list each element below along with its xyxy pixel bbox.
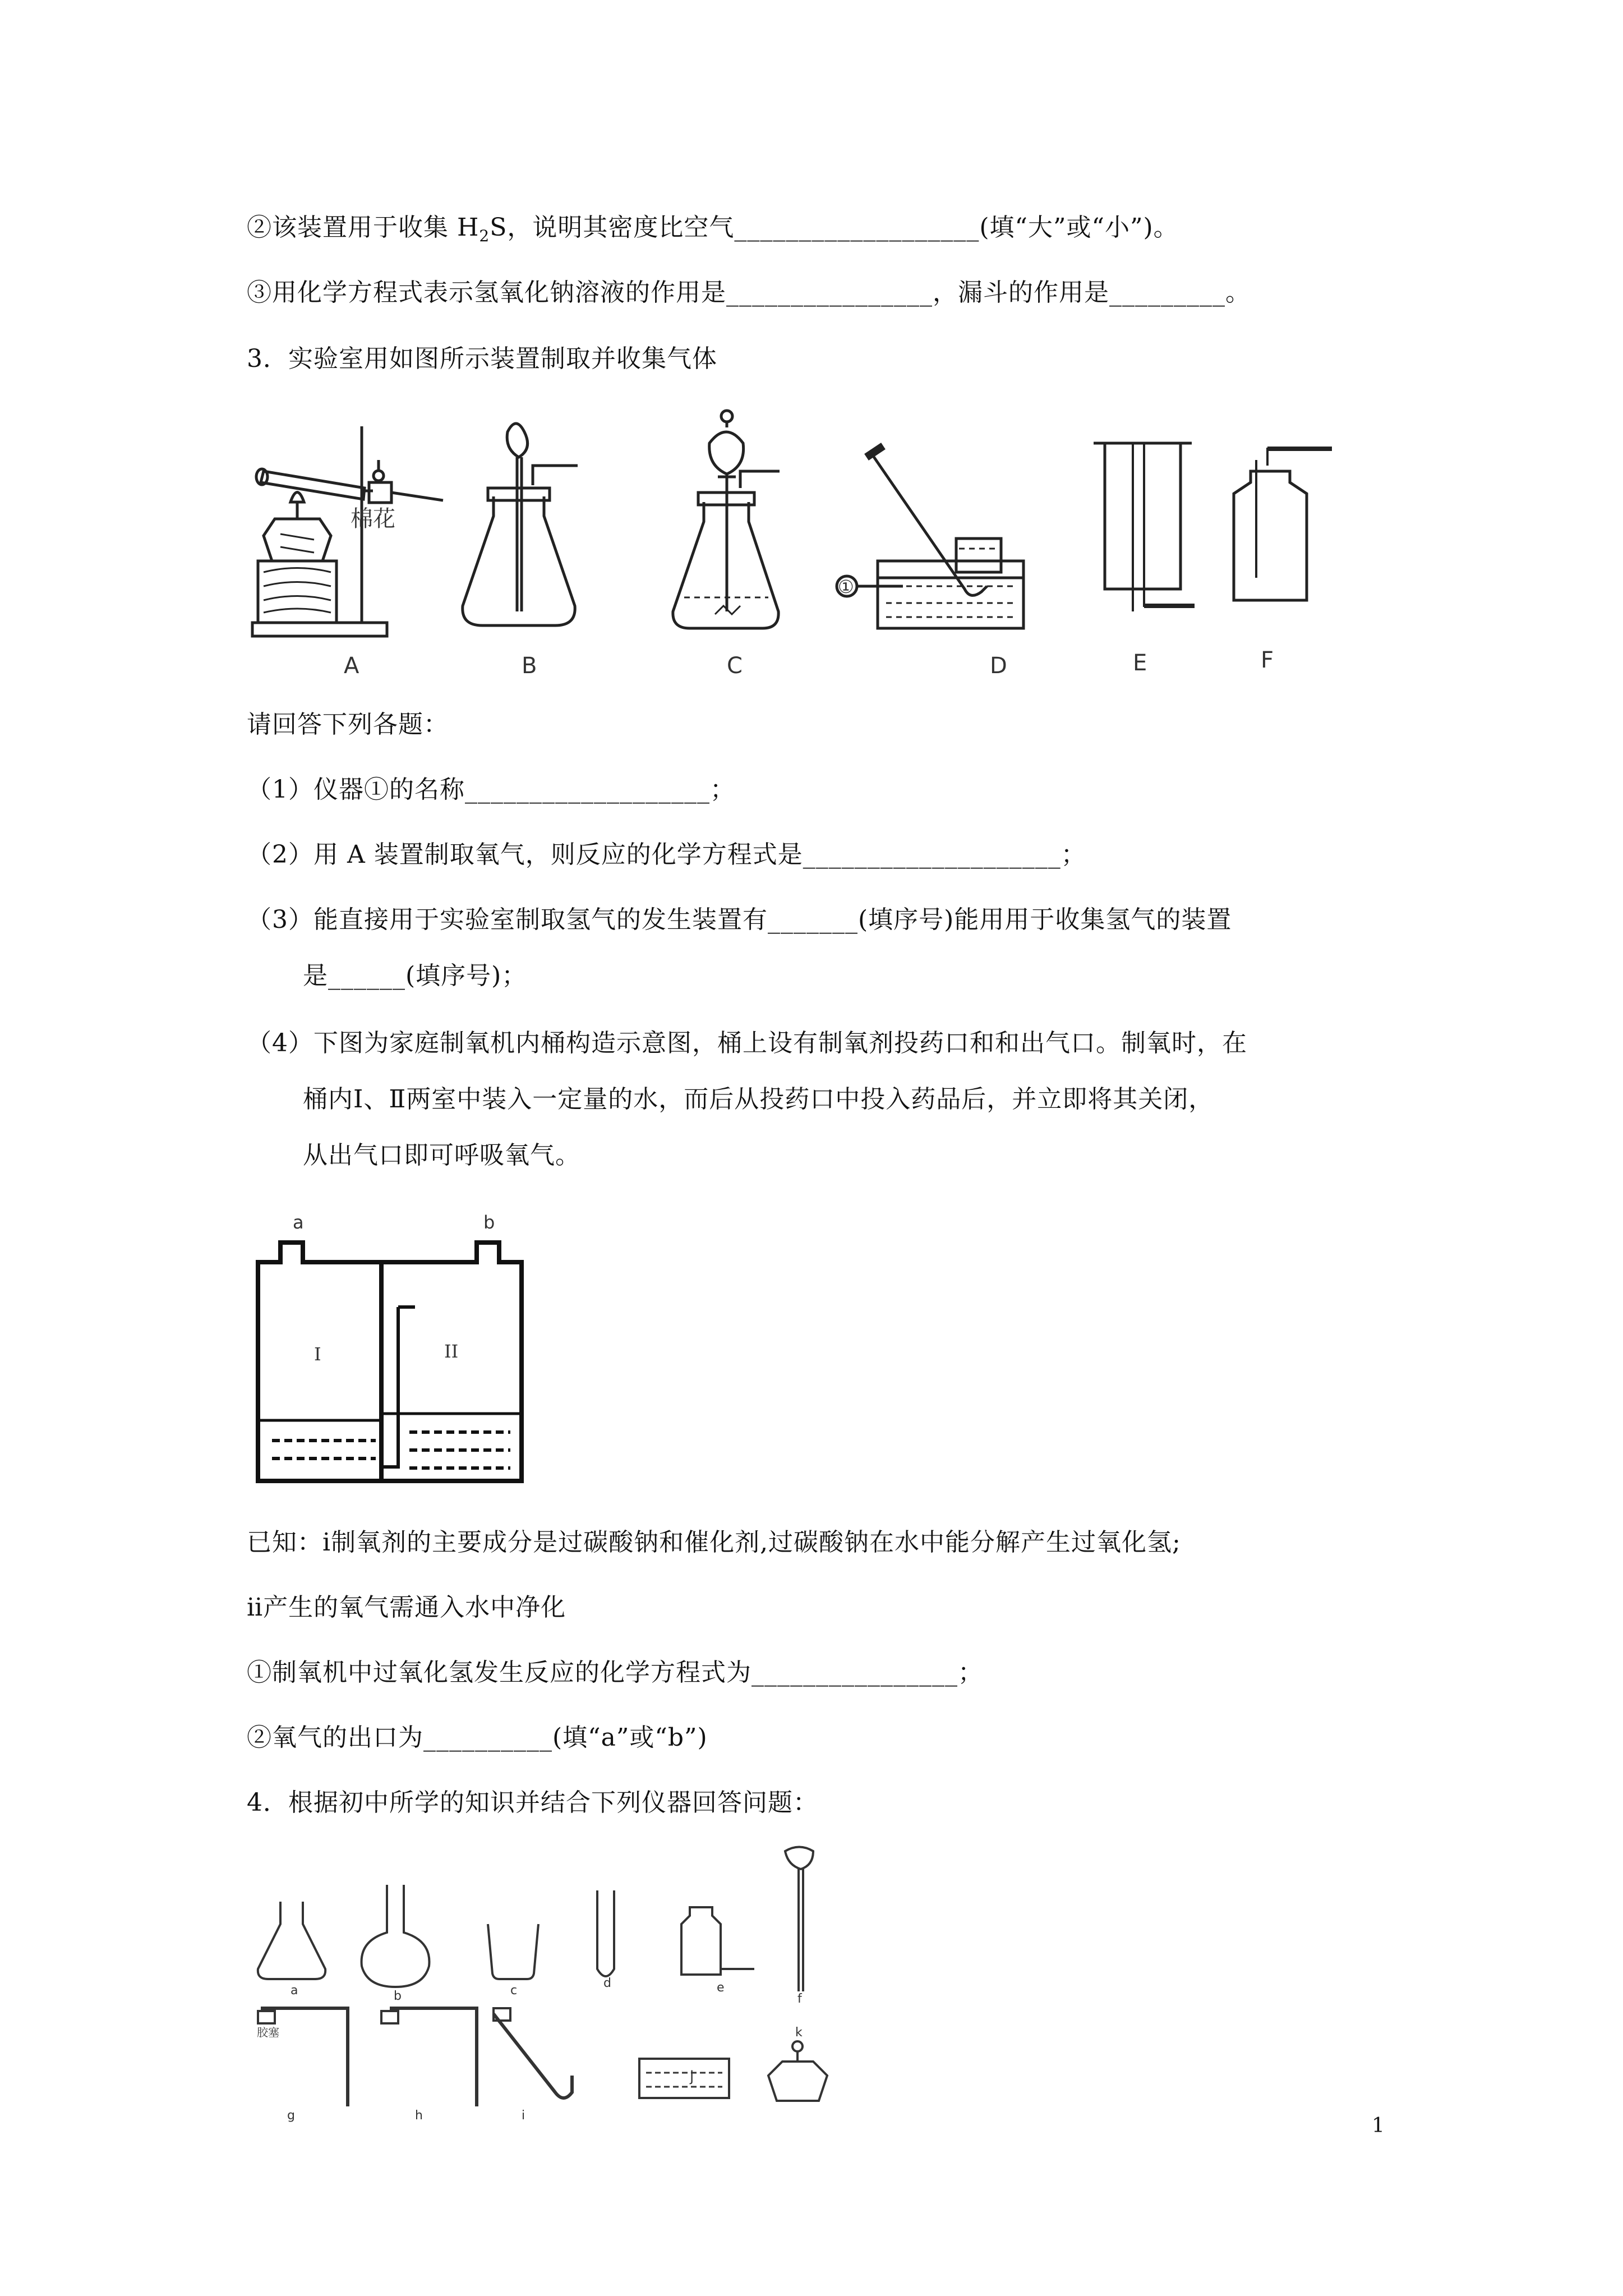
q2-naoh-line: ③用化学方程式表示氢氧化钠溶液的作用是________________，漏斗的作用是_________。 [247,278,1251,307]
label-B: B [522,653,537,679]
instrument-j-drawing [639,2059,729,2098]
known-question-1: ①制氧机中过氧化氢发生反应的化学方程式为________________； [247,1658,983,1687]
instrument-f-drawing [785,1847,813,1992]
instrument-a-label: a [291,1984,298,1998]
instrument-c-drawing [488,1924,538,1979]
tank-outlet-a-label: a [293,1212,304,1233]
oxygen-tank-diagram [247,1212,538,1498]
q3-prompt: 请回答下列各题： [247,710,449,739]
instrument-b-drawing [362,1885,430,1987]
q3-item-3-cont: 是______(填序号)； [303,961,527,990]
instrument-d-drawing [597,1890,614,1976]
known-line-1: 已知：ⅰ制氧剂的主要成分是过碳酸钠和催化剂,过碳酸钠在水中能分解产生过氧化氢; [247,1528,1181,1557]
instrument-b-label: b [394,1989,402,2003]
apparatus-a-drawing [252,426,443,636]
q3-item-1: （1）仪器①的名称___________________； [247,775,735,804]
label-A: A [344,653,359,679]
apparatus-f-drawing [1234,449,1332,600]
page-number: 1 [1372,2114,1385,2137]
q2-density-text: ②该装置用于收集 H [247,213,479,242]
h2s-subscript: 2 [479,227,490,245]
instrument-i-label: i [522,2109,525,2123]
instruments-figure [247,1840,920,2123]
q3-item-4-cont-2: 从出气口即可呼吸氧气。 [303,1141,580,1170]
room-1-label: I [314,1343,321,1365]
apparatus-e-drawing [1094,443,1195,611]
instrument-e-label: e [717,1981,725,1995]
instrument-e-drawing [681,1907,754,1975]
cork-label: 胶塞 [257,2026,279,2039]
q3-title: 3．实验室用如图所示装置制取并收集气体 [247,344,717,373]
marker-1-label: ① [838,576,854,597]
q2-density-text-end: S，说明其密度比空气___________________(填“大”或“小”)。 [490,213,1179,242]
apparatus-figure [241,393,1340,684]
instrument-h-label: h [415,2109,423,2123]
q3-item-2: （2）用 A 装置制取氧气，则反应的化学方程式是____________________； [247,840,1086,869]
instrument-f-label: f [797,1992,802,2006]
q4-title: 4．根据初中所学的知识并结合下列仪器回答问题： [247,1788,818,1817]
instrument-d-label: d [603,1976,611,1990]
instrument-a-drawing [258,1902,325,1979]
instrument-c-label: c [510,1984,518,1998]
label-D: D [990,653,1007,679]
q2-density-line [247,211,1179,253]
apparatus-d-drawing [837,446,1023,628]
room-2-label: II [444,1341,459,1362]
instrument-h-drawing [390,2008,477,2106]
apparatus-c-drawing [673,411,780,628]
instrument-k-label: k [795,2026,803,2040]
apparatus-b-drawing [463,424,578,625]
tank-outlet-b-label: b [483,1212,495,1233]
label-E: E [1133,650,1147,676]
q3-item-3: （3）能直接用于实验室制取氢气的发生装置有_______(填序号)能用用于收集氢气的装置 [247,905,1232,934]
instrument-i-drawing [494,2014,572,2098]
known-question-2: ②氧气的出口为__________(填“a”或“b”) [247,1723,708,1752]
cotton-label: 棉花 [351,506,395,532]
known-line-2: ⅱ产生的氧气需通入水中净化 [247,1593,566,1622]
instrument-j-label: j [690,2068,694,2085]
label-F: F [1261,647,1274,673]
instrument-k-drawing [768,2050,827,2101]
q3-item-4-cont-1: 桶内Ⅰ、Ⅱ两室中装入一定量的水，而后从投药口中投入药品后，并立即将其关闭， [303,1085,1214,1114]
q3-item-4: （4）下图为家庭制氧机内桶构造示意图，桶上设有制氧剂投药口和和出气口。制氧时，在 [247,1029,1247,1057]
instrument-g-label: g [287,2109,295,2123]
label-C: C [727,653,743,679]
